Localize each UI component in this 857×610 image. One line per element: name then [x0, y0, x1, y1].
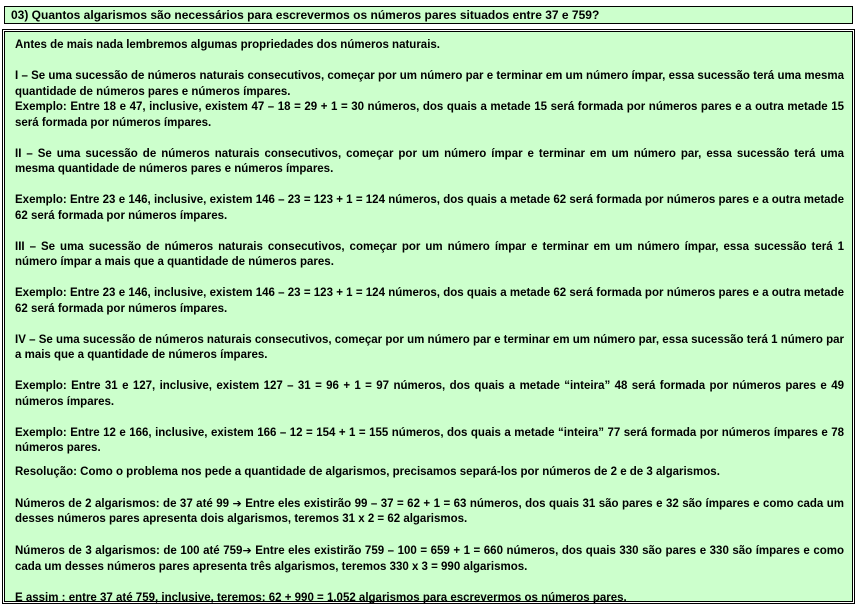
two-digit-paragraph — [15, 496, 844, 528]
example-1-paragraph: Exemplo: Entre 18 e 47, inclusive, existem 47 – 18 = 29 + 1 = 30 números, dos quais a metade 15 será formada por números pares e a outra metade 15 será formada por números ímpares. — [15, 101, 844, 129]
resolution-paragraph: Resolução: Como o problema nos pede a quantidade de algarismos, precisamos separá-los por números de 2 e de 3 algarismos. — [15, 465, 720, 478]
rule-2-paragraph: II – Se uma sucessão de números naturais consecutivos, começar por um número ímpar e terminar em um número par, essa sucessão terá uma mesma quantidade de números pares e números ímpares. — [15, 147, 844, 175]
intro-paragraph: Antes de mais nada lembremos algumas propriedades dos números naturais. — [15, 39, 440, 51]
three-digit-lead: Números de 3 algarismos: de 100 até 759 — [15, 545, 243, 557]
rule-1-paragraph: I – Se uma sucessão de números naturais consecutivos, começar por um número par e terminar em um número ímpar, essa sucessão terá uma mesma quantidade de números pares e números ímpares. — [15, 70, 844, 98]
rule-3-paragraph: III – Se uma sucessão de números naturais consecutivos, começar por um número ímpar e terminar em um número ímpar, essa sucessão terá 1 número ímpar a mais que a quantidade de números pares. — [15, 240, 844, 268]
example-4b-paragraph: Exemplo: Entre 12 e 166, inclusive, existem 166 – 12 = 154 + 1 = 155 números, dos quais a metade “inteira” 77 será formada por números ímpares e 78 números pares. — [15, 426, 844, 454]
three-digit-detail: Entre eles existirão 759 – 100 = 659 + 1 = 660 números, dos quais 330 são pares e 330 são ímpares e como cada um desses números pares apresenta três algarismos, teremos 330 x 3 = 990 algarismos. — [15, 545, 844, 573]
three-digit-paragraph — [15, 543, 844, 575]
right-arrow-icon: ➔ — [232, 496, 242, 510]
conclusion-paragraph: E assim : entre 37 até 759, inclusive, teremos: 62 + 990 = 1.052 algarismos para escrevermos os números pares. — [15, 591, 627, 604]
right-arrow-icon: ➔ — [242, 544, 252, 557]
two-digit-detail: Entre eles existirão 99 – 37 = 62 + 1 = 63 números, dos quais 31 são pares e 32 são ímpares e como cada um desses números pares apresenta dois algarismos, teremos 31 x 2 = 62 algarismos. — [15, 497, 845, 525]
question-box — [4, 6, 853, 24]
two-digit-lead: Números de 2 algarismos: de 37 até 99 — [15, 497, 233, 510]
example-2-paragraph: Exemplo: Entre 23 e 146, inclusive, existem 146 – 23 = 123 + 1 = 124 números, dos quais a metade 62 será formada por números pares e a outra metade 62 será formada por números ímpares. — [15, 194, 844, 222]
question-title: 03) Quantos algarismos são necessários para escrevermos os números pares situados entre 37 e 759? — [11, 8, 600, 22]
answer-box — [4, 31, 853, 602]
example-3-paragraph: Exemplo: Entre 23 e 146, inclusive, existem 146 – 23 = 123 + 1 = 124 números, dos quais a metade 62 será formada por números pares e a outra metade 62 será formada por números ímpares. — [15, 287, 844, 315]
example-4a-paragraph: Exemplo: Entre 31 e 127, inclusive, existem 127 – 31 = 96 + 1 = 97 números, dos quais a metade “inteira” 48 será formada por números pares e 49 números ímpares. — [15, 380, 844, 408]
rule-4-paragraph: IV – Se uma sucessão de números naturais consecutivos, começar por um número par e terminar em um número par, essa sucessão terá 1 número par a mais que a quantidade de números ímpares. — [15, 333, 844, 361]
